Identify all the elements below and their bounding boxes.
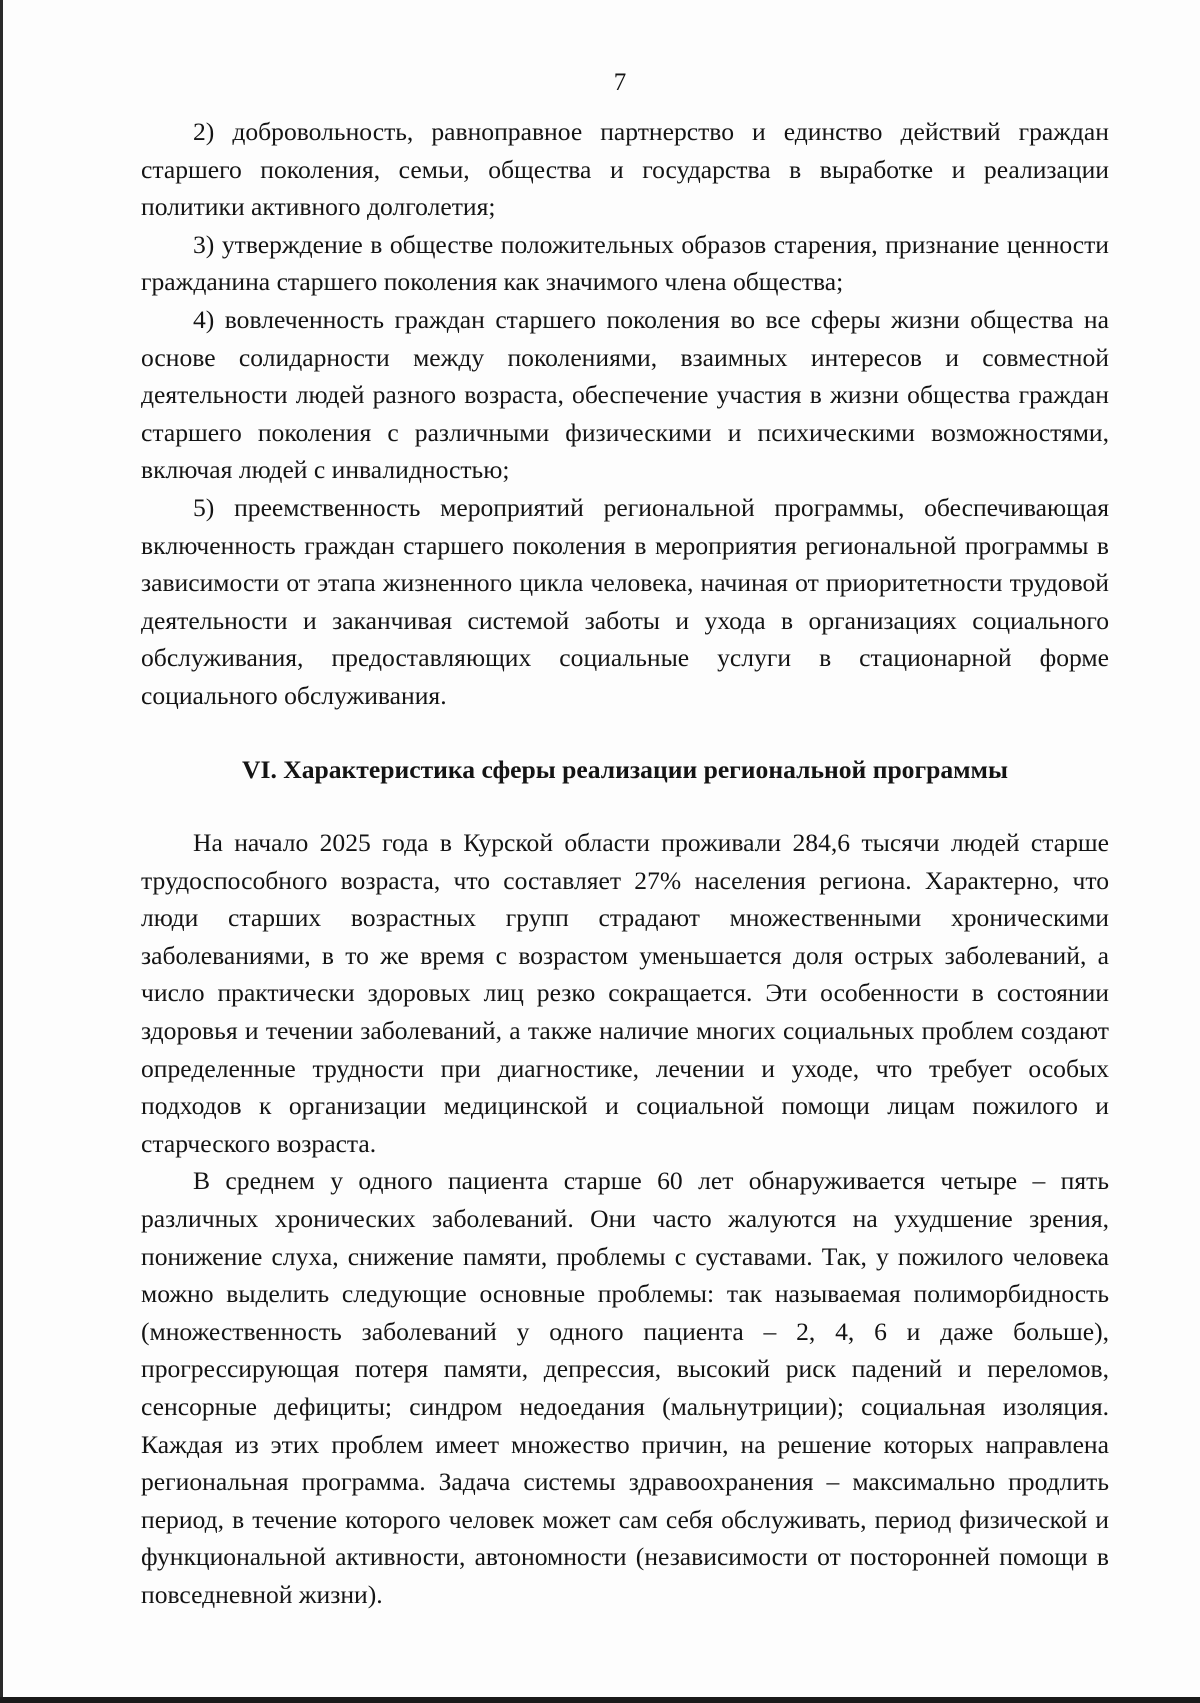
list-item-principle-3: 3) утверждение в обществе положительных образов старения, признание ценности гражданина старшего поколения как значимого члена общества;: [141, 229, 1109, 297]
document-body: [141, 113, 1109, 1614]
section-heading: VI. Характеристика сферы реализации региональной программы: [242, 754, 1008, 784]
scan-edge-bottom: [0, 1697, 1200, 1703]
list-item-principle-2: 2) добровольность, равноправное партнерство и единство действий граждан старшего поколения, семьи, общества и государства в выработке и реализации политики активного долголетия;: [141, 117, 1109, 222]
scan-edge-left: [0, 0, 3, 1703]
section-paragraph: В среднем у одного пациента старше 60 лет обнаруживается четыре – пять различных хронических заболеваний. Они часто жалуются на ухудшение зрения, понижение слуха, снижение памяти, проблемы с суставами. Так, у пожилого человека можно выделить следующие основные проблемы: так называемая полиморбидность (множественность заболеваний у одного пациента – 2, 4, 6 и даже больше), прогрессирующая потеря памяти, депрессия, высокий риск падений и переломов, сенсорные дефициты; синдром недоедания (мальнутриции); социальная изоляция. Каждая из этих проблем имеет множество причин, на решение которых направлена региональная программа. Задача системы здравоохранения – максимально продлить период, в течение которого человек может сам себя обслуживать, период физической и функциональной активности, автономности (независимости от посторонней помощи в повседневной жизни).: [141, 1166, 1109, 1609]
section-paragraph: На начало 2025 года в Курской области проживали 284,6 тысячи людей старше трудоспособного возраста, что составляет 27% населения региона. Характерно, что люди старших возрастных групп страдают множественными хроническими заболеваниями, в то же время с возрастом уменьшается доля острых заболеваний, а число практически здоровых лиц резко сокращается. Эти особенности в состоянии здоровья и течении заболеваний, а также наличие многих социальных проблем создают определенные трудности при диагностике, лечении и уходе, что требует особых подходов к организации медицинской и социальной помощи лицам пожилого и старческого возраста.: [141, 828, 1109, 1158]
list-item-principle-4: 4) вовлеченность граждан старшего поколения во все сферы жизни общества на основе солидарности между поколениями, взаимных интересов и совместной деятельности людей разного возраста, обеспечение участия в жизни общества граждан старшего поколения с различными физическими и психическими возможностями, включая людей с инвалидностью;: [141, 304, 1109, 485]
list-item-principle-5: 5) преемственность мероприятий региональной программы, обеспечивающая включенность граждан старшего поколения в мероприятия региональной программы в зависимости от этапа жизненного цикла человека, начиная от приоритетности трудовой деятельности и заканчивая системой заботы и ухода в организациях социального обслуживания, предоставляющих социальные услуги в стационарной форме социального обслуживания.: [141, 492, 1109, 710]
page-number: 7: [613, 69, 627, 96]
